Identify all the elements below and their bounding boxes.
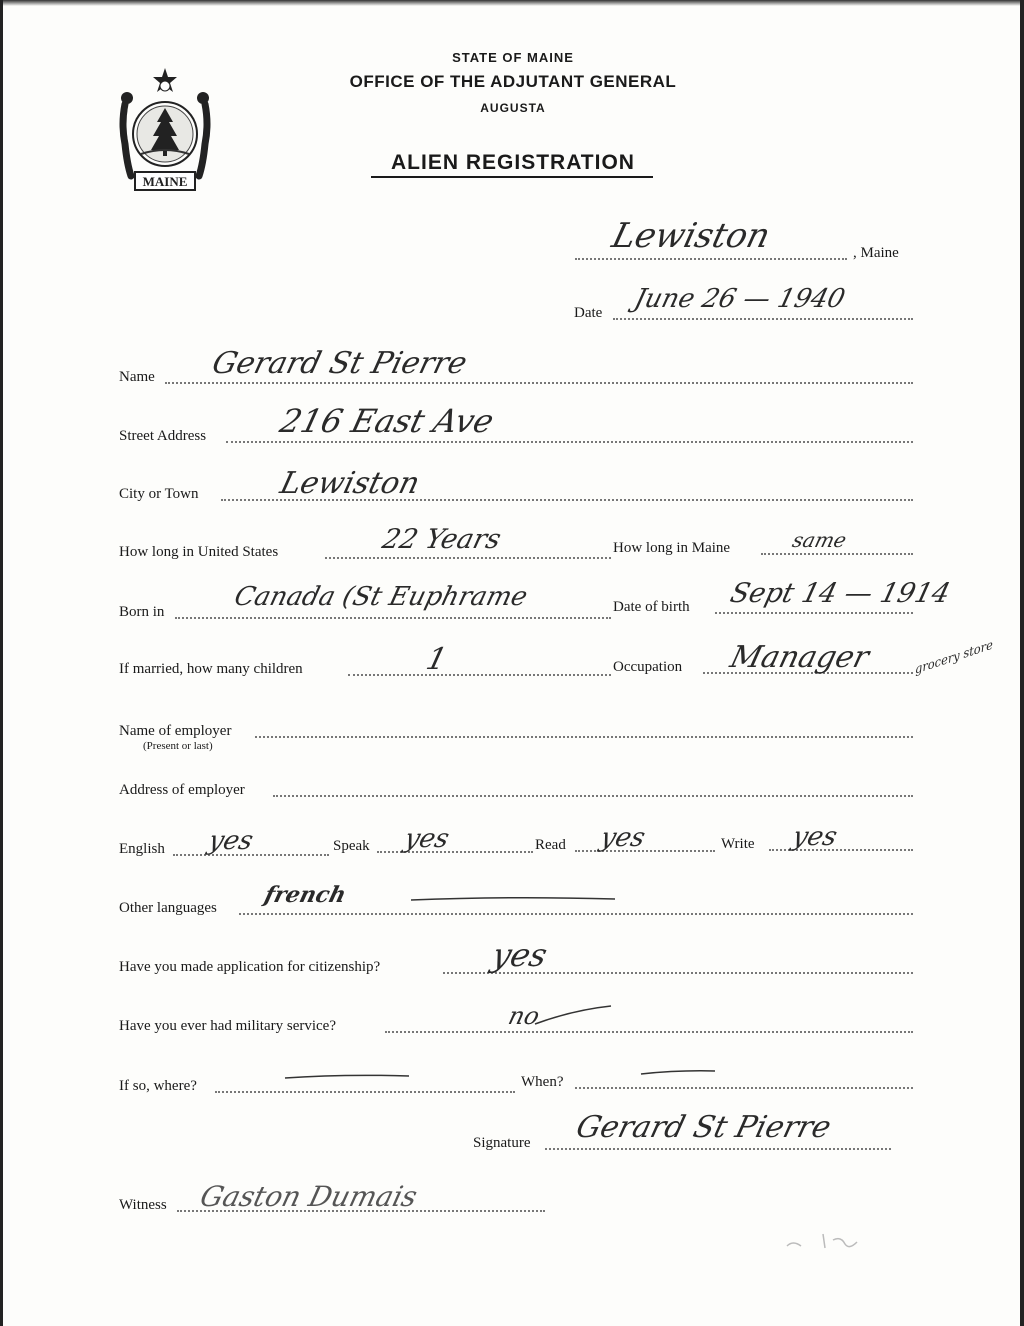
signature-value: Gerard St Pierre [572,1110,835,1145]
maine-duration-label: How long in Maine [613,540,731,556]
occupation-value: Manager [726,640,873,675]
military-value: no [505,1002,543,1030]
other-languages-dash [409,894,619,904]
signature-label: Signature [473,1135,531,1151]
write-label: Write [721,836,755,852]
dob-line [715,612,913,614]
date-line [613,318,913,320]
maine-state-seal [113,64,217,196]
citizenship-value: yes [488,936,552,974]
maine-duration-line [761,553,913,555]
office-heading: OFFICE OF THE ADJUTANT GENERAL [349,72,677,91]
employer-address-label: Address of employer [119,782,245,798]
city-value: Lewiston [276,466,424,501]
signature-line [545,1148,891,1150]
children-value: 1 [422,642,451,677]
military-line [385,1031,913,1033]
when-label: When? [521,1074,564,1090]
dob-label: Date of birth [613,599,690,615]
date-label: Date [574,305,603,321]
employer-label: Name of employer [119,723,232,739]
when-line [575,1087,913,1089]
street-value: 216 East Ave [276,402,498,440]
military-label: Have you ever had military service? [119,1018,336,1034]
children-line [348,674,611,676]
us-duration-label: How long in United States [119,544,279,560]
english-value: yes [205,826,257,856]
street-label: Street Address [119,428,207,444]
scan-edge [3,0,1020,6]
state-heading: STATE OF MAINE [452,50,574,65]
witness-label: Witness [119,1197,167,1213]
write-value: yes [789,822,841,852]
birthplace-label: Born in [119,604,165,620]
place-value: Lewiston [608,216,775,256]
us-duration-line [325,557,611,559]
employer-sublabel: (Present or last) [143,740,213,752]
place-suffix: , Maine [853,245,899,261]
where-line [215,1091,515,1093]
read-line [575,850,715,852]
read-value: yes [597,823,649,853]
english-line [173,854,329,856]
city-heading: AUGUSTA [480,101,546,115]
where-label: If so, where? [119,1078,197,1094]
street-line [226,441,913,443]
children-label: If married, how many children [119,661,303,677]
birthplace-line [175,617,611,619]
employer-line [255,736,913,738]
maine-duration-value: same [790,528,849,552]
seal-banner-text: MAINE [142,174,188,189]
other-languages-value: french [261,882,349,908]
speak-value: yes [401,824,453,854]
military-stroke [533,1004,613,1026]
when-dash [639,1068,719,1078]
place-line [575,258,847,260]
citizenship-label: Have you made application for citizenship? [119,959,381,975]
other-languages-label: Other languages [119,900,217,916]
read-label: Read [535,837,566,853]
occupation-extra: grocery store [914,637,994,677]
dob-value: Sept 14 — 1914 [727,578,954,609]
name-value: Gerard St Pierre [208,346,471,381]
form-title: ALIEN REGISTRATION [391,151,635,174]
witness-value: Gaston Dumais [196,1180,421,1213]
date-value: June 26 — 1940 [631,284,849,314]
title-underline [371,176,653,178]
name-label: Name [119,369,155,385]
other-languages-line [239,913,913,915]
city-label: City or Town [119,486,199,502]
where-dash [283,1072,413,1082]
faded-stamp-mark [783,1226,873,1256]
us-duration-value: 22 Years [379,524,505,555]
english-label: English [119,841,165,857]
birthplace-value: Canada (St Euphrame [231,582,531,612]
employer-address-line [273,795,913,797]
name-line [165,382,913,384]
occupation-label: Occupation [613,659,683,675]
speak-label: Speak [333,838,370,854]
